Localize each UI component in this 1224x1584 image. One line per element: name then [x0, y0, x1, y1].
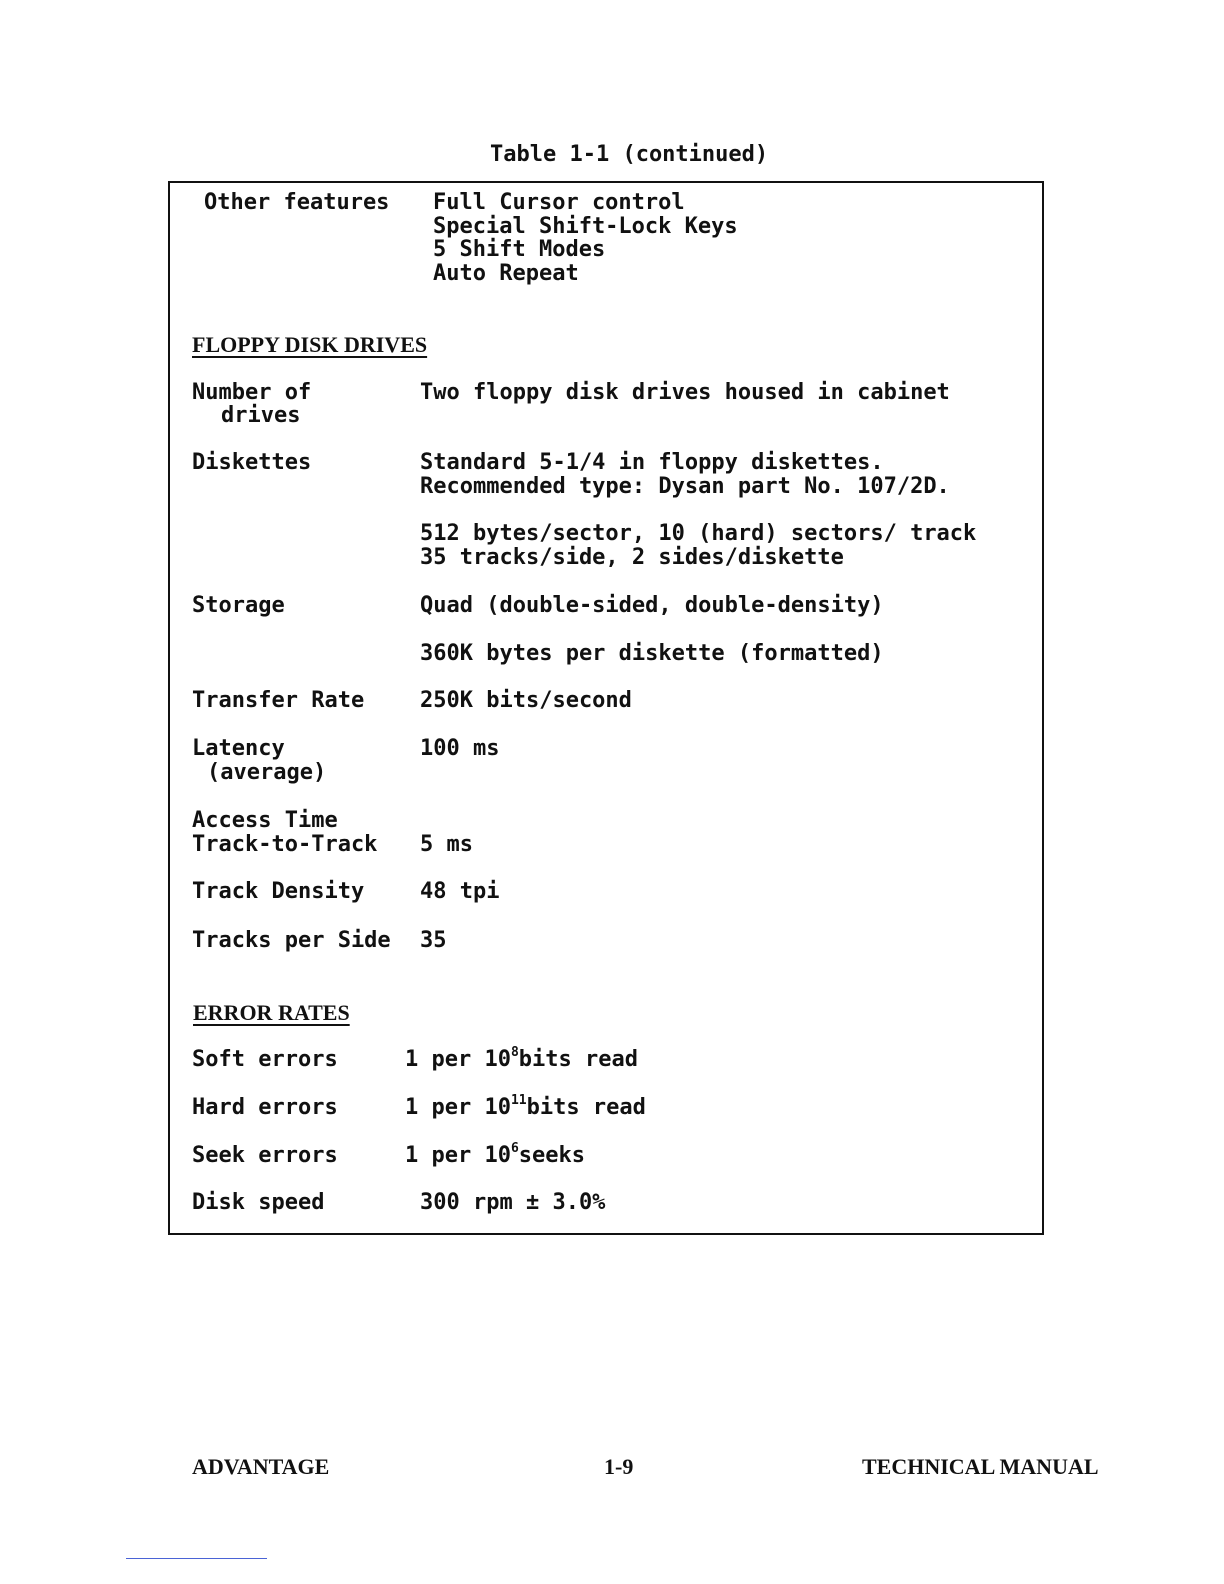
access-time-label-2: Track-to-Track: [192, 832, 378, 857]
track-density-value: 48 tpi: [420, 879, 500, 904]
storage-value-2: 360K bytes per diskette (formatted): [420, 641, 884, 666]
transfer-rate-value: 250K bits/second: [420, 688, 632, 713]
other-features-value-2: Special Shift-Lock Keys: [433, 214, 738, 239]
scan-artifact-line: [126, 1558, 267, 1559]
disk-speed-value: 300 rpm ± 3.0%: [420, 1190, 606, 1215]
number-of-drives-label-1: Number of: [192, 380, 312, 405]
footer-right: TECHNICAL MANUAL: [862, 1454, 1099, 1479]
access-time-value: 5 ms: [420, 832, 473, 857]
diskettes-value-1: Standard 5-1/4 in floppy diskettes.: [420, 450, 884, 475]
other-features-value-1: Full Cursor control: [433, 190, 685, 215]
tracks-per-side-value: 35: [420, 928, 447, 953]
seek-errors-label: Seek errors: [192, 1143, 338, 1168]
footer-page-number: 1-9: [604, 1454, 634, 1479]
other-features-label: Other features: [204, 190, 390, 215]
access-time-label-1: Access Time: [192, 808, 338, 833]
footer-left: ADVANTAGE: [192, 1454, 330, 1479]
seek-errors-value: 1 per $10^6seeks$: [405, 1140, 586, 1168]
number-of-drives-label-2: drives: [221, 403, 301, 428]
soft-errors-value: 1 per $10^8bits$ read: [405, 1044, 639, 1072]
diskettes-label: Diskettes: [192, 450, 312, 475]
diskettes-value-3: 512 bytes/sector, 10 (hard) sectors/ track: [420, 521, 977, 546]
transfer-rate-label: Transfer Rate: [192, 688, 365, 713]
other-features-value-3: 5 Shift Modes: [433, 237, 606, 262]
hard-errors-value: 1 per $10^{11}bits$ read: [405, 1092, 646, 1120]
latency-label-1: Latency: [192, 736, 285, 761]
disk-speed-label: Disk speed: [192, 1190, 325, 1215]
diskettes-value-4: 35 tracks/side, 2 sides/diskette: [420, 545, 844, 570]
soft-errors-label: Soft errors: [192, 1047, 338, 1072]
number-of-drives-value: Two floppy disk drives housed in cabinet: [420, 380, 950, 405]
latency-value: 100 ms: [420, 736, 500, 761]
diskettes-value-2: Recommended type: Dysan part No. 107/2D.: [420, 474, 950, 499]
track-density-label: Track Density: [192, 879, 365, 904]
floppy-heading: FLOPPY DISK DRIVES: [192, 332, 428, 357]
latency-label-2: (average): [207, 760, 327, 785]
table-title: Table 1-1 (continued): [490, 142, 769, 167]
storage-value-1: Quad (double-sided, double-density): [420, 593, 884, 618]
tracks-per-side-label: Tracks per Side: [192, 928, 391, 953]
error-rates-heading: ERROR RATES: [193, 1000, 350, 1025]
other-features-value-4: Auto Repeat: [433, 261, 579, 286]
hard-errors-label: Hard errors: [192, 1095, 338, 1120]
storage-label: Storage: [192, 593, 285, 618]
